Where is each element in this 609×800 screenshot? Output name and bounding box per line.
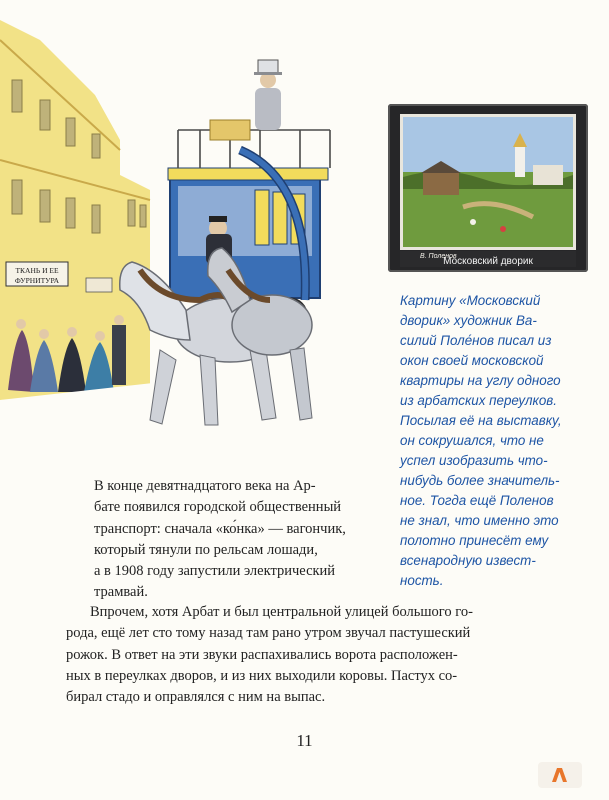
body-line: рода, ещё лет сто тому назад там рано утром звучал пастушеский [66,625,471,642]
sidebar-line: окон своей московской [400,353,544,368]
sidebar-line: из арбатских переулков. [400,393,557,408]
sidebar-line: полотно принесёт ему [400,533,549,548]
lead-paragraph [94,476,394,604]
sidebar-note [400,291,592,591]
body-line: Впрочем, хотя Арбат и был центральной улицей большого го- [90,604,473,620]
publisher-logo-icon [538,762,582,788]
sidebar-line: всенародную извест- [400,553,536,568]
lead-line: транспорт: сначала «ко́нка» — вагончик, [94,520,346,537]
sidebar-line: дворик» художник Ва- [400,313,537,328]
lead-line: бате появился городской общественный [94,499,342,516]
sidebar-line: он сокрушался, что не [400,433,544,448]
lead-line: трамвай. [94,584,148,601]
shop-sign [6,262,68,286]
body-line: ных в переулках дворов, и из них выходили коровы. Пастух со- [66,667,458,684]
painting-title: Московский дворик [443,256,533,267]
body-line: бирал стадо и оправлялся с ним на выпас. [66,689,326,706]
body-line: рожок. В ответ на эти звуки распахивались ворота расположен- [66,646,458,663]
sidebar-line: Картину «Московский [400,293,541,308]
sidebar-line: успел изобразить что- [400,453,548,468]
sidebar-line: ность. [400,573,444,588]
painting-frame [388,104,588,272]
shop-sign-line-2: ФУРНИТУРА [14,276,60,285]
moscow-courtyard-painting [400,114,576,250]
painting-author: В. Поленов [420,253,457,260]
sidebar-line: не знал, что именно это [400,513,559,528]
sidebar-line: квартиры на углу одного [400,373,561,388]
page-number: 11 [296,731,313,750]
lead-line: В конце девятнадцатого века на Ар- [94,478,316,494]
shop-sign-line-1: ТКАНЬ И ЕЕ [15,266,59,275]
body-paragraph [66,602,552,708]
sidebar-line: Посылая её на выставку, [400,413,562,428]
lead-line: который тянули по рельсам лошади, [94,541,318,558]
painting-image [403,117,573,247]
horse-tram-illustration [0,0,360,470]
sidebar-line: ное. Тогда ещё Поленов [400,493,554,508]
sidebar-line: нибудь более значитель- [400,473,560,488]
lead-line: а в 1908 году запустили электрический [94,563,336,580]
sidebar-line: силий Поле́нов писал из [400,333,552,348]
